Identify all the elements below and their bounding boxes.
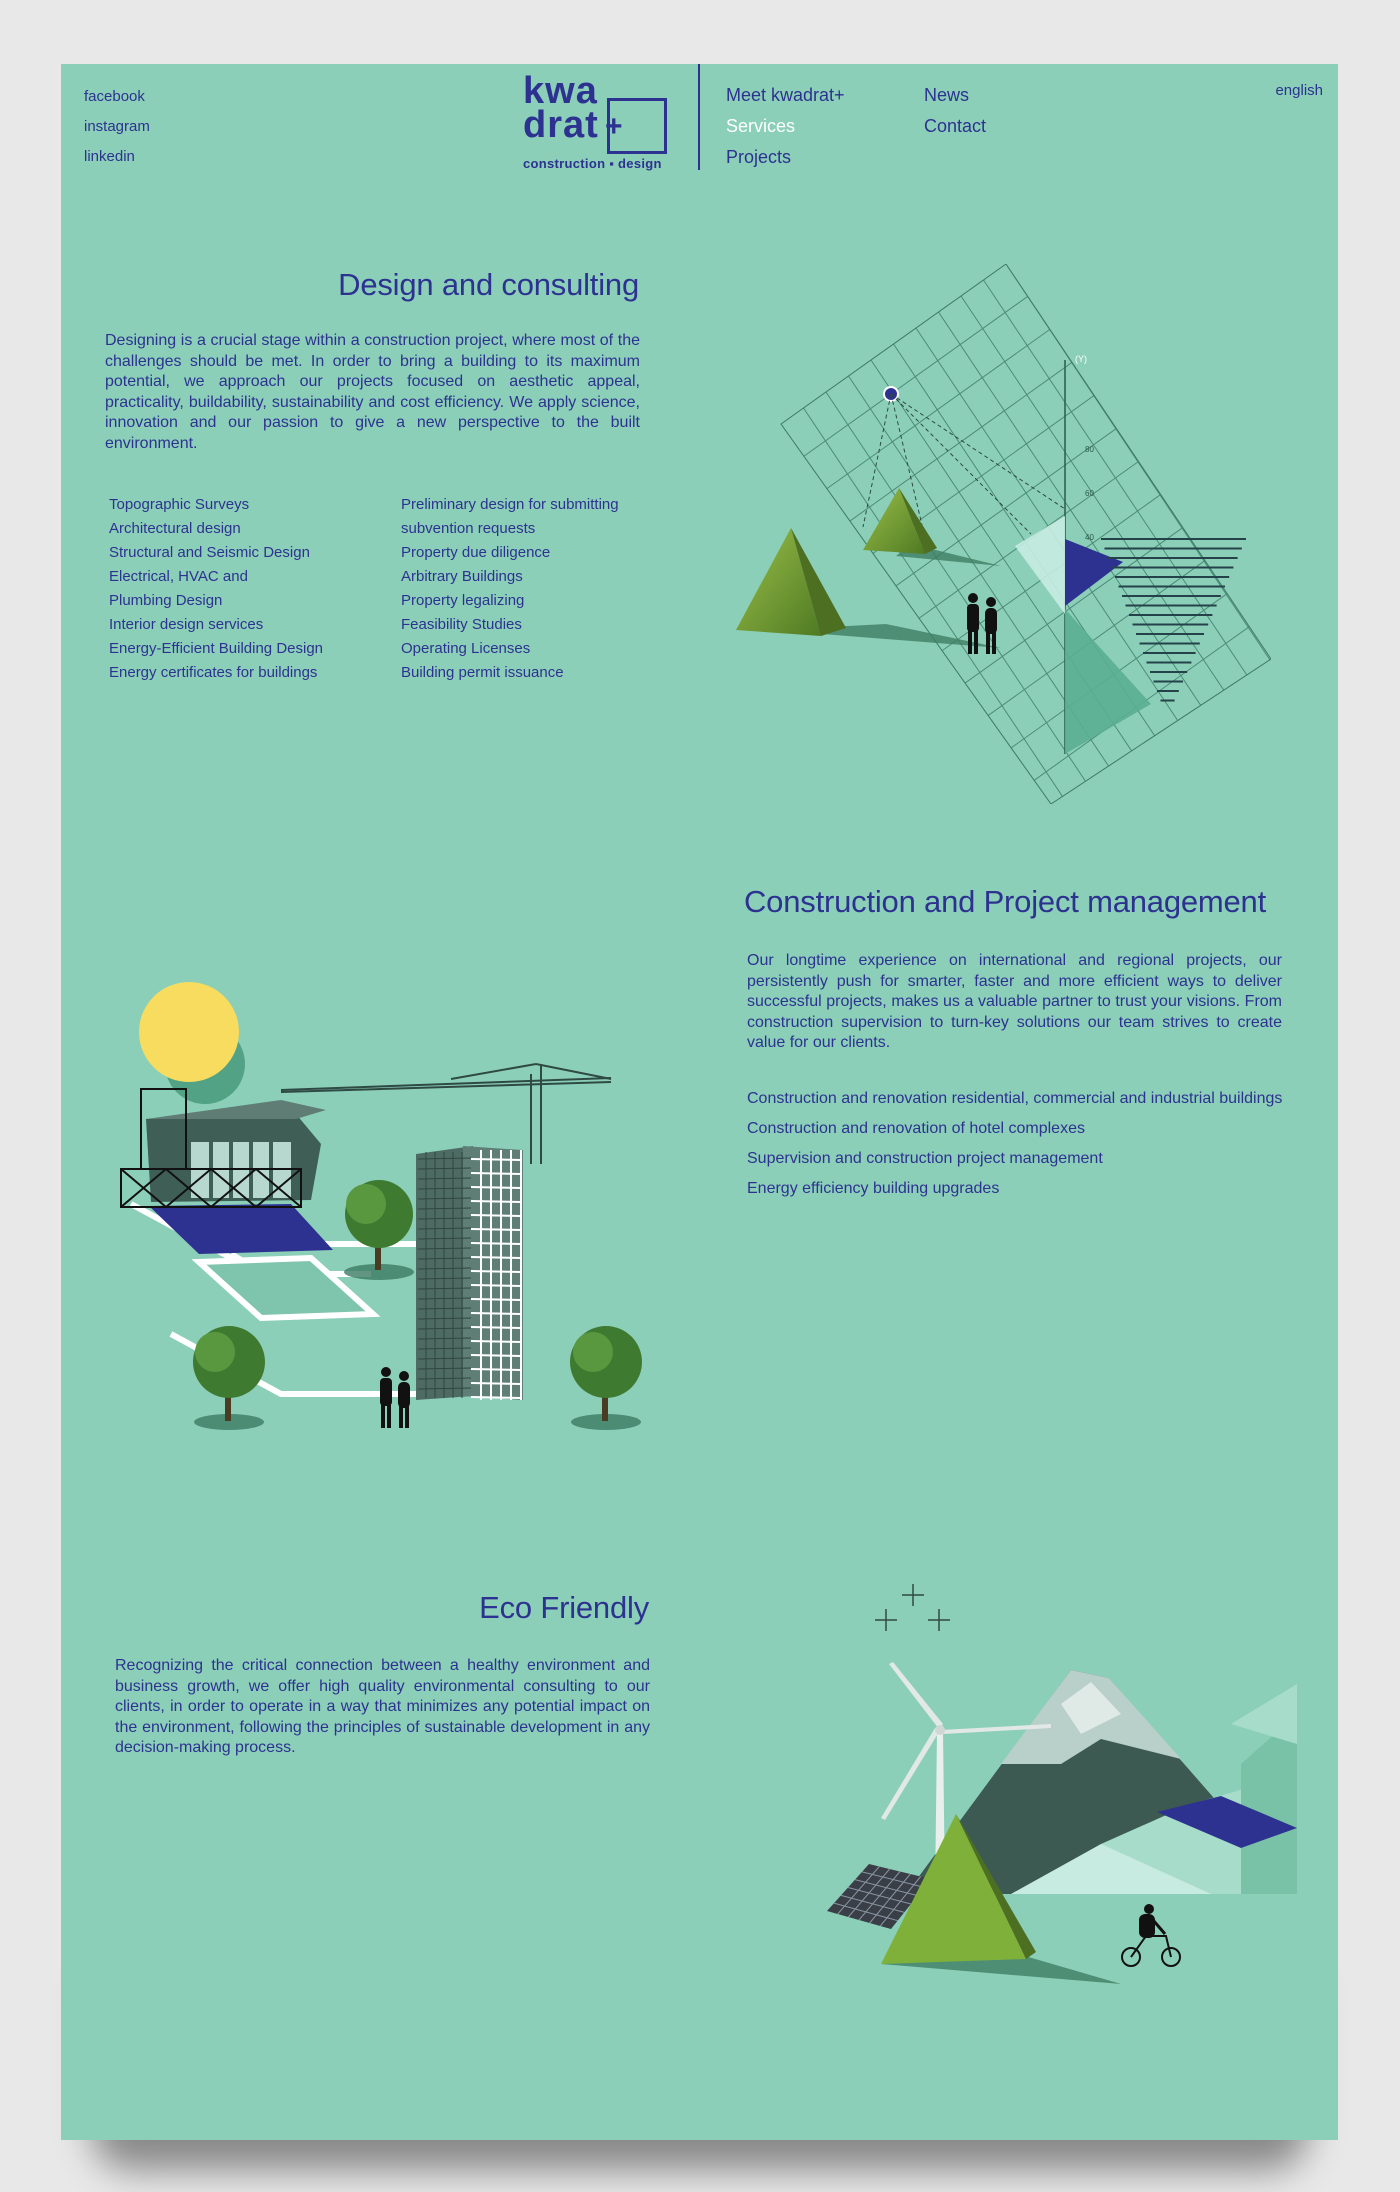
- list-item: Operating Licenses: [401, 640, 531, 657]
- sun-icon: [139, 982, 239, 1082]
- facebook-link[interactable]: facebook: [84, 88, 145, 105]
- design-illustration: [711, 264, 1271, 804]
- axis-tick-80: 80: [1085, 445, 1094, 454]
- social-links: [84, 82, 150, 172]
- eco-title: Eco Friendly: [479, 1590, 649, 1625]
- list-item: Building permit issuance: [401, 664, 564, 681]
- eco-illustration: [761, 1564, 1321, 2004]
- tree-icon: [570, 1326, 642, 1430]
- construction-text: Our longtime experience on international and regional projects, our persistently push for smarter, faster and more efficient ways to deliver successful projects, makes us a valuable partner to trust your visions. From construction supervision to turn-key solutions our team strives to create value for our clients.: [747, 952, 1282, 1051]
- construction-list: [747, 1084, 1282, 1204]
- tree-icon: [193, 1326, 265, 1430]
- header-divider: [698, 64, 700, 170]
- list-item: subvention requests: [401, 520, 536, 537]
- design-text: Designing is a crucial stage within a construction project, where most of the challenges should be met. In order to bring a building to its maximum potential, we approach our projects focused on aesthetic appeal, practicality, buildability, sustainability and cost efficiency. We apply science, innovation and our passion to give a new perspective to the built environment.: [105, 332, 640, 452]
- linkedin-link[interactable]: linkedin: [84, 148, 135, 165]
- construction-title: Construction and Project management: [744, 884, 1267, 919]
- nav-meet-kwadrat[interactable]: Meet kwadrat+: [726, 85, 845, 105]
- nav-news[interactable]: News: [924, 85, 970, 105]
- list-item: Construction and renovation of hotel complexes: [747, 1120, 1085, 1137]
- construction-illustration: [111, 914, 671, 1464]
- language-switch[interactable]: english: [1275, 82, 1323, 99]
- nav-secondary: [924, 80, 986, 142]
- cyclist-icon: [1122, 1904, 1180, 1966]
- people-silhouette-icon: [380, 1367, 410, 1428]
- list-item: Supervision and construction project management: [747, 1150, 1103, 1167]
- nav-primary: [726, 80, 845, 173]
- design-list-left: [109, 493, 323, 685]
- logo-tagline: construction ▪ design: [523, 156, 662, 171]
- nav-contact[interactable]: Contact: [924, 116, 987, 136]
- list-item: Structural and Seismic Design: [109, 544, 310, 561]
- design-list-right: [401, 493, 619, 685]
- list-item: Energy certificates for buildings: [109, 664, 318, 681]
- logo-plus: +: [605, 110, 623, 143]
- logo[interactable]: [523, 70, 671, 171]
- instagram-link[interactable]: instagram: [84, 118, 150, 135]
- list-item: Topographic Surveys: [109, 496, 250, 513]
- list-item: Property due diligence: [401, 544, 551, 561]
- axis-tick-60: 60: [1085, 489, 1094, 498]
- list-item: Construction and renovation residential, commercial and industrial buildings: [747, 1090, 1283, 1107]
- eco-text: Recognizing the critical connection between a healthy environment and business growth, we offer high quality environmental consulting to our clients, in order to operate in a way that minimizes any potential impact on the environment, following the principles of sustainable development in any decision-making process.: [115, 1657, 650, 1756]
- list-item: Preliminary design for submitting: [401, 496, 619, 513]
- nav-projects[interactable]: Projects: [726, 147, 792, 167]
- logo-line2: drat: [523, 104, 599, 146]
- axis-tick-40: 40: [1085, 533, 1094, 542]
- list-item: Plumbing Design: [109, 592, 223, 609]
- nav-services[interactable]: Services: [726, 116, 796, 136]
- list-item: Electrical, HVAC and: [109, 568, 248, 585]
- crane-icon: [281, 1064, 611, 1164]
- logo-line1: kwa: [523, 70, 598, 112]
- page: [61, 64, 1338, 2140]
- house-icon: [121, 1089, 326, 1207]
- list-item: Arbitrary Buildings: [401, 568, 523, 585]
- list-item: Energy efficiency building upgrades: [747, 1180, 1000, 1197]
- list-item: Property legalizing: [401, 592, 525, 609]
- list-item: Energy-Efficient Building Design: [109, 640, 324, 657]
- list-item: Interior design services: [109, 616, 264, 633]
- list-item: Feasibility Studies: [401, 616, 522, 633]
- list-item: Architectural design: [109, 520, 241, 537]
- tree-icon: [344, 1180, 414, 1280]
- tower-building-icon: [416, 1146, 523, 1400]
- axis-label-y: (Y): [1075, 354, 1087, 364]
- sparkle-icon: [875, 1584, 950, 1631]
- design-title: Design and consulting: [338, 267, 639, 302]
- logo-wordmark: [523, 70, 599, 146]
